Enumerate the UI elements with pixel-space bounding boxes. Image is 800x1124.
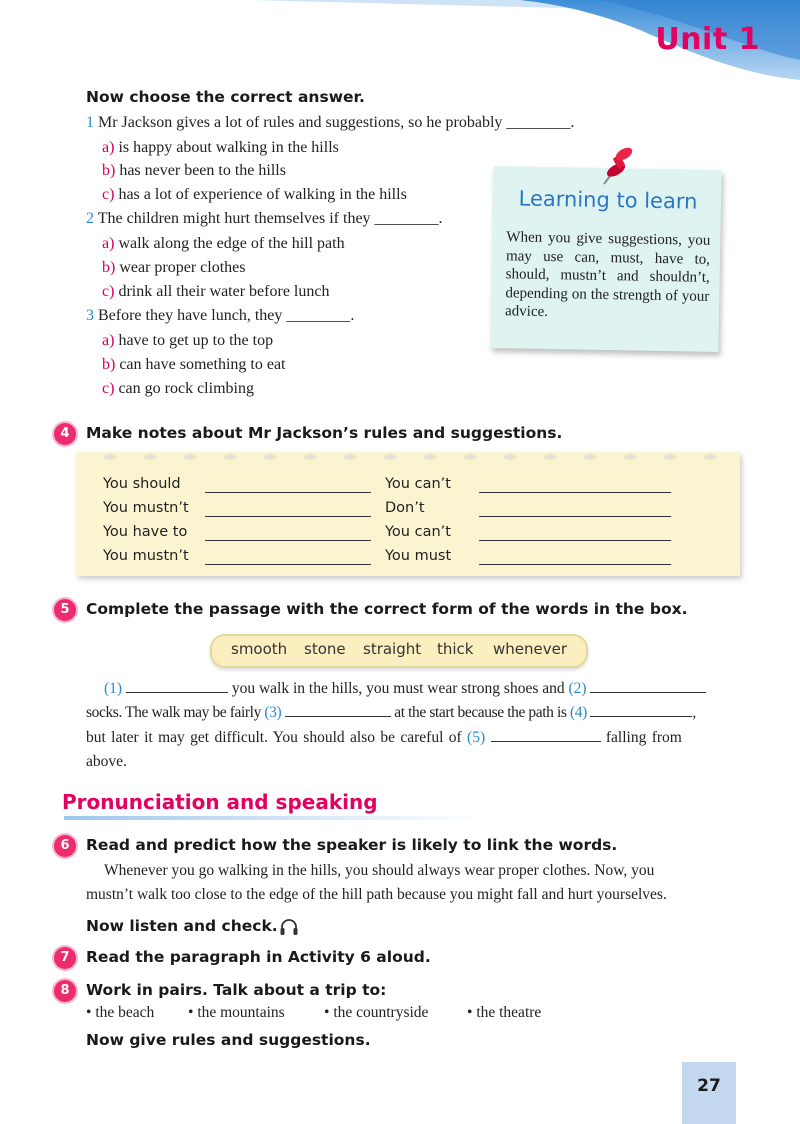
note-left-3: You have to <box>103 524 188 540</box>
passage-blank-1[interactable] <box>126 680 228 693</box>
note-blank-right-4[interactable] <box>479 564 671 565</box>
option-3c[interactable]: c) can go rock climbing <box>102 380 254 397</box>
learning-to-learn-note <box>490 166 721 352</box>
activity-5-title: Complete the passage with the correct form of the words in the box. <box>86 600 688 618</box>
pad-ring <box>424 454 436 460</box>
word-box-item: thick <box>437 640 474 658</box>
trip-item: • the beach <box>86 1004 155 1021</box>
question-2 <box>86 210 443 228</box>
activity-6-title: Read and predict how the speaker is likely to link the words. <box>86 836 618 854</box>
trip-item: • the countryside <box>324 1004 429 1021</box>
pad-ring <box>304 454 316 460</box>
note-right-1: You can’t <box>385 476 451 492</box>
note-right-2: Don’t <box>385 500 425 516</box>
question-3 <box>86 307 354 325</box>
pad-ring <box>704 454 716 460</box>
option-1c[interactable]: c) has a lot of experience of walking in the hills <box>102 186 407 203</box>
pad-ring <box>384 454 396 460</box>
pad-ring <box>464 454 476 460</box>
activity-8-footer: Now give rules and suggestions. <box>86 1031 371 1049</box>
note-blank-left-2[interactable] <box>205 516 371 517</box>
unit-title: Unit 1 <box>655 22 760 57</box>
headphones-icon[interactable] <box>278 916 300 938</box>
passage-blank-2[interactable] <box>590 680 706 693</box>
word-box-item: straight <box>363 640 422 658</box>
passage-line-1: (1) you walk in the hills, you must wear strong shoes and (2) <box>104 680 706 698</box>
question-text: The children might hurt themselves if they ________. <box>97 210 443 227</box>
trip-item: • the theatre <box>467 1004 542 1021</box>
activity-8-title: Work in pairs. Talk about a trip to: <box>86 981 387 999</box>
question-number: 3 <box>86 307 94 324</box>
pad-ring <box>664 454 676 460</box>
pad-ring <box>624 454 636 460</box>
option-1a[interactable]: a) is happy about walking in the hills <box>102 139 339 156</box>
activity-6-line-2: mustn’t walk too close to the edge of the hill path because you might fall and hurt yourselves. <box>86 886 667 903</box>
pad-ring <box>264 454 276 460</box>
trip-item: • the mountains <box>188 1004 285 1021</box>
option-2c[interactable]: c) drink all their water before lunch <box>102 283 330 300</box>
pad-ring <box>184 454 196 460</box>
option-1b[interactable]: b) has never been to the hills <box>102 162 286 179</box>
note-blank-left-3[interactable] <box>205 540 371 541</box>
pushpin-icon <box>598 146 638 186</box>
question-number: 2 <box>86 210 94 227</box>
pad-ring <box>584 454 596 460</box>
question-text: Before they have lunch, they ________. <box>98 307 355 324</box>
activity-5-badge: 5 <box>54 599 76 621</box>
activity-7-badge: 7 <box>54 947 76 969</box>
note-blank-right-3[interactable] <box>479 540 671 541</box>
activity-4-badge: 4 <box>54 423 76 445</box>
choose-instruction: Now choose the correct answer. <box>86 88 365 106</box>
question-number: 1 <box>86 114 94 131</box>
passage-line-2: socks. The walk may be fairly (3) at the start because the path is (4) , <box>86 704 696 721</box>
note-left-1: You should <box>103 476 181 492</box>
activity-7-title: Read the paragraph in Activity 6 aloud. <box>86 948 431 966</box>
option-2b[interactable]: b) wear proper clothes <box>102 259 246 276</box>
note-title: Learning to learn <box>518 186 698 214</box>
section-title: Pronunciation and speaking <box>62 790 378 814</box>
section-underline <box>64 816 484 820</box>
listen-instruction: Now listen and check. <box>86 917 278 935</box>
note-left-4: You mustn’t <box>103 548 189 564</box>
activity-6-badge: 6 <box>54 835 76 857</box>
note-body: When you give suggestions, you may use can, must, have to, should, mustn’t and shouldn’t, depending on the strength of your advice. <box>504 229 711 320</box>
passage-blank-4[interactable] <box>590 704 692 717</box>
option-3b[interactable]: b) can have something to eat <box>102 356 286 373</box>
note-blank-left-1[interactable] <box>205 492 371 493</box>
passage-line-4: above. <box>86 753 127 770</box>
question-text: Mr Jackson gives a lot of rules and suggestions, so he probably ________. <box>98 114 575 131</box>
pad-ring <box>344 454 356 460</box>
word-box-item: whenever <box>493 640 568 658</box>
option-3a[interactable]: a) have to get up to the top <box>102 332 274 349</box>
note-right-3: You can’t <box>385 524 451 540</box>
pad-ring <box>224 454 236 460</box>
passage-blank-5[interactable] <box>491 729 601 742</box>
note-blank-right-2[interactable] <box>479 516 671 517</box>
pad-ring <box>144 454 156 460</box>
header-banner <box>0 0 800 88</box>
word-box-item: smooth <box>231 640 288 658</box>
pad-ring <box>104 454 116 460</box>
page-number-tab <box>682 1062 736 1124</box>
note-right-4: You must <box>385 548 452 564</box>
activity-4-title: Make notes about Mr Jackson’s rules and suggestions. <box>86 424 563 442</box>
note-left-2: You mustn’t <box>103 500 189 516</box>
pad-ring <box>504 454 516 460</box>
option-2a[interactable]: a) walk along the edge of the hill path <box>102 235 345 252</box>
passage-blank-3[interactable] <box>285 704 391 717</box>
note-blank-right-1[interactable] <box>479 492 671 493</box>
page-number: 27 <box>697 1076 721 1096</box>
pad-ring <box>544 454 556 460</box>
note-blank-left-4[interactable] <box>205 564 371 565</box>
activity-8-badge: 8 <box>54 980 76 1002</box>
word-box-item: stone <box>304 640 346 658</box>
passage-line-3: but later it may get difficult. You should also be careful of (5) falling from <box>86 729 682 746</box>
question-1 <box>86 114 574 132</box>
activity-6-line-1: Whenever you go walking in the hills, you should always wear proper clothes. Now, you <box>104 862 655 879</box>
